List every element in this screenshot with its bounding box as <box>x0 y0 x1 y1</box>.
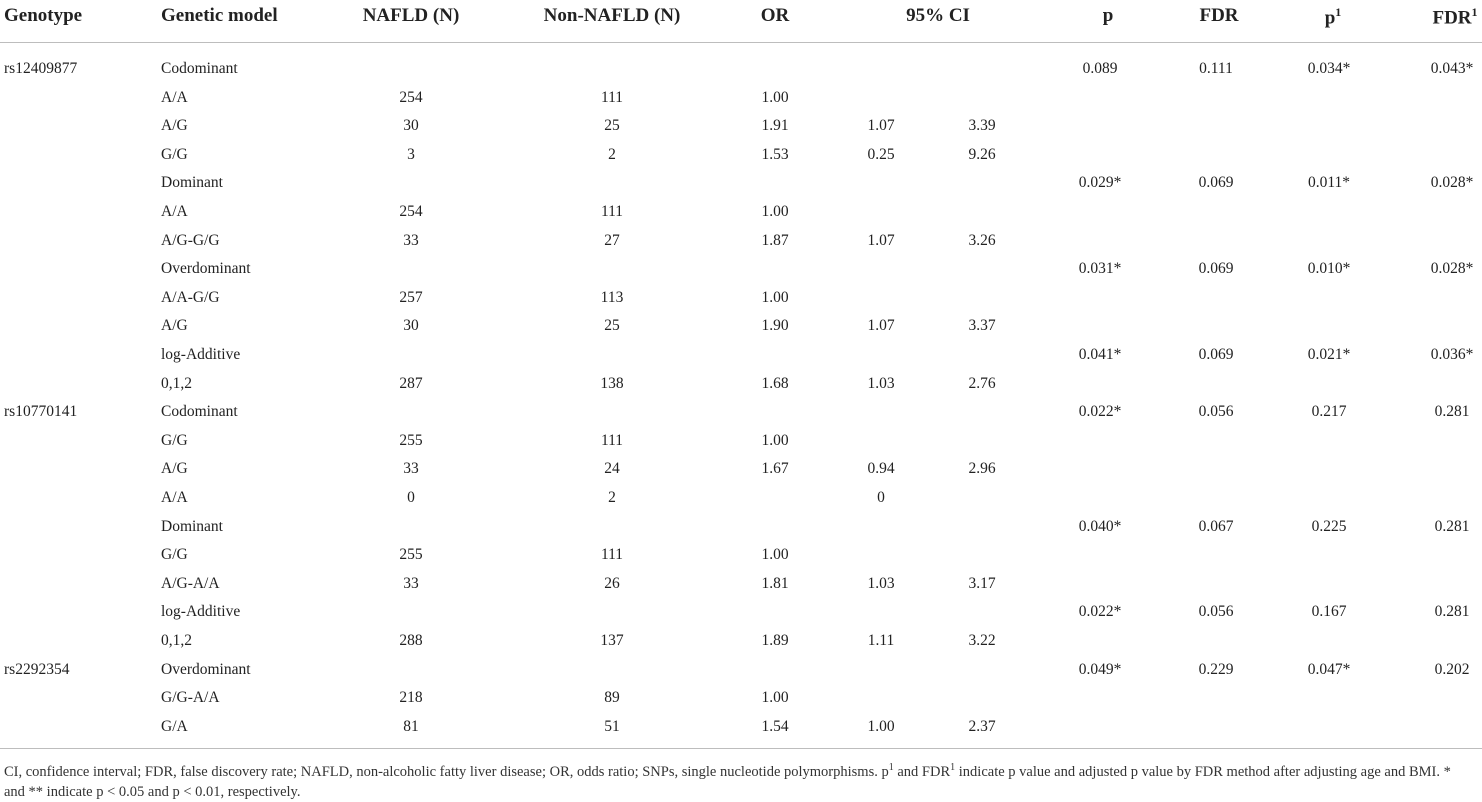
cell-ci-upper: 9.26 <box>968 145 996 163</box>
cell-p: 0.022* <box>1078 603 1122 621</box>
cell-nafld: 218 <box>399 689 423 707</box>
cell-non-nafld: 2 <box>608 145 616 163</box>
cell-genetic-model: Codominant <box>161 403 238 421</box>
cell-non-nafld: 2 <box>608 489 616 506</box>
cell-non-nafld: 89 <box>604 689 620 707</box>
cell-non-nafld: 25 <box>604 117 620 135</box>
cell-p1: 0.021* <box>1307 346 1351 363</box>
cell-fdr: 0.069 <box>1198 346 1234 363</box>
cell-genetic-model: 0,1,2 <box>161 374 192 392</box>
header-rule <box>0 42 1482 43</box>
header-p: p <box>1102 5 1114 26</box>
cell-ci-lower: 0.25 <box>867 145 895 163</box>
cell-nafld: 255 <box>399 546 423 564</box>
header-genotype: Genotype <box>4 5 83 26</box>
table-row <box>0 138 1482 167</box>
cell-or: 1.53 <box>761 145 789 163</box>
cell-or: 1.00 <box>761 203 789 220</box>
header-nafld: NAFLD (N) <box>362 5 460 26</box>
table-row <box>0 252 1482 281</box>
cell-non-nafld: 111 <box>600 88 624 106</box>
cell-nafld: 255 <box>399 431 423 449</box>
cell-genetic-model: log-Additive <box>161 603 241 621</box>
cell-ci-lower: 1.00 <box>867 717 895 735</box>
cell-nafld: 287 <box>399 374 423 392</box>
cell-genetic-model: A/A <box>161 489 188 506</box>
cell-or: 1.90 <box>761 317 789 335</box>
cell-genetic-model: Codominant <box>161 60 238 77</box>
cell-fdr: 0.067 <box>1198 517 1234 535</box>
cell-genetic-model: G/G <box>161 431 188 449</box>
cell-non-nafld: 137 <box>600 632 624 649</box>
cell-fdr1: 0.036* <box>1430 346 1474 363</box>
header-or: OR <box>760 5 790 26</box>
cell-genetic-model: G/G <box>161 546 188 564</box>
cell-non-nafld: 113 <box>600 288 624 306</box>
cell-genetic-model: A/A <box>161 203 188 220</box>
cell-non-nafld: 51 <box>604 717 620 735</box>
header-genetic-model: Genetic model <box>161 5 278 26</box>
cell-p1: 0.225 <box>1311 517 1347 535</box>
cell-or: 1.00 <box>761 431 789 449</box>
cell-ci-upper: 2.76 <box>968 374 996 392</box>
cell-p: 0.022* <box>1078 403 1122 421</box>
table-row <box>0 166 1482 195</box>
cell-ci-lower: 1.03 <box>867 574 895 592</box>
cell-ci-lower: 0.94 <box>867 460 895 478</box>
cell-nafld: 33 <box>403 574 419 592</box>
cell-or: 1.00 <box>761 288 789 306</box>
cell-ci-upper: 3.39 <box>968 117 996 135</box>
header-fdr1: FDR$^1$ <box>1432 5 1478 29</box>
cell-or: 1.87 <box>761 231 789 249</box>
cell-ci-lower: 1.03 <box>867 374 895 392</box>
cell-p: 0.040* <box>1078 517 1122 535</box>
cell-ci-upper: 3.26 <box>968 231 996 249</box>
cell-nafld: 288 <box>399 632 423 649</box>
cell-ci-lower: 0 <box>877 489 885 506</box>
header-p1: $p^1$ <box>1324 5 1342 29</box>
table-row <box>0 624 1482 653</box>
cell-ci-upper: 3.17 <box>968 574 996 592</box>
cell-non-nafld: 111 <box>600 546 624 564</box>
cell-genetic-model: A/G <box>161 460 188 478</box>
cell-genetic-model: A/G-G/G <box>161 231 220 249</box>
cell-fdr: 0.229 <box>1198 660 1234 678</box>
cell-genetic-model: A/A-G/G <box>161 288 220 306</box>
cell-fdr1: 0.281 <box>1434 603 1470 621</box>
cell-fdr: 0.056 <box>1198 603 1234 621</box>
cell-ci-lower: 1.07 <box>867 231 895 249</box>
cell-p1: 0.217 <box>1311 403 1347 421</box>
cell-genetic-model: Overdominant <box>161 260 251 278</box>
table-row <box>0 567 1482 596</box>
cell-p1: 0.011* <box>1307 174 1351 192</box>
cell-genetic-model: Overdominant <box>161 660 251 678</box>
cell-p1: 0.047* <box>1307 660 1351 678</box>
cell-or: 1.67 <box>761 460 789 478</box>
cell-ci-lower: 1.07 <box>867 117 895 135</box>
table-header-row <box>0 0 1482 44</box>
cell-p1: 0.010* <box>1307 260 1351 278</box>
cell-non-nafld: 111 <box>600 203 624 220</box>
cell-nafld: 33 <box>403 460 419 478</box>
cell-or: 1.81 <box>761 574 789 592</box>
cell-ci-upper: 2.96 <box>968 460 996 478</box>
cell-nafld: 30 <box>403 317 419 335</box>
cell-genetic-model: G/G-A/A <box>161 689 220 707</box>
footer-rule <box>0 748 1482 749</box>
cell-genetic-model: 0,1,2 <box>161 632 192 649</box>
cell-fdr: 0.056 <box>1198 403 1234 421</box>
cell-genetic-model: log-Additive <box>161 346 241 363</box>
cell-genetic-model: Dominant <box>161 174 223 192</box>
cell-or: 1.68 <box>761 374 789 392</box>
table-row <box>0 52 1482 81</box>
cell-non-nafld: 26 <box>604 574 620 592</box>
cell-genetic-model: A/G-A/A <box>161 574 220 592</box>
cell-fdr1: 0.028* <box>1430 174 1474 192</box>
cell-p: 0.041* <box>1078 346 1122 363</box>
cell-ci-lower: 1.11 <box>867 632 895 649</box>
cell-ci-lower: 1.07 <box>867 317 895 335</box>
table-row <box>0 538 1482 567</box>
cell-non-nafld: 27 <box>604 231 620 249</box>
cell-fdr: 0.069 <box>1198 174 1234 192</box>
cell-non-nafld: 138 <box>600 374 624 392</box>
cell-genetic-model: G/G <box>161 145 188 163</box>
cell-fdr: 0.111 <box>1199 60 1233 77</box>
table-row <box>0 338 1482 367</box>
cell-non-nafld: 24 <box>604 460 620 478</box>
cell-nafld: 33 <box>403 231 419 249</box>
cell-fdr1: 0.043* <box>1430 60 1474 77</box>
cell-ci-upper: 3.37 <box>968 317 996 335</box>
cell-genetic-model: A/A <box>161 88 188 106</box>
cell-p: 0.049* <box>1078 660 1122 678</box>
table-row <box>0 681 1482 710</box>
cell-or: 1.89 <box>761 632 789 649</box>
cell-fdr: 0.069 <box>1198 260 1234 278</box>
cell-nafld: 257 <box>399 288 423 306</box>
cell-fdr1: 0.281 <box>1434 517 1470 535</box>
cell-fdr1: 0.281 <box>1434 403 1470 421</box>
cell-fdr1: 0.202 <box>1434 660 1470 678</box>
table-row <box>0 81 1482 110</box>
cell-non-nafld: 111 <box>600 431 624 449</box>
cell-genetic-model: A/G <box>161 117 188 135</box>
table-row <box>0 309 1482 338</box>
cell-p1: 0.034* <box>1307 60 1351 77</box>
table-row <box>0 281 1482 310</box>
table-row <box>0 367 1482 396</box>
table-row <box>0 710 1482 739</box>
table-row <box>0 653 1482 682</box>
table-footnote: CI, confidence interval; FDR, false discovery rate; NAFLD, non-alcoholic fatty liver disease; OR, odds ratio; SNPs, single nucleotide polymorphisms. $p^1$ and FDR$^1$ indicate p value and adjusted p value by FDR method after adjusting age and BMI. * and ** indicate p < 0.05 and p < 0.01, respectively. <box>4 762 1451 800</box>
cell-or: 1.54 <box>761 717 789 735</box>
cell-ci-upper: 2.37 <box>968 717 996 735</box>
header-fdr: FDR <box>1199 5 1239 26</box>
header-non-nafld: Non-NAFLD (N) <box>543 5 681 26</box>
cell-nafld: 254 <box>399 88 423 106</box>
cell-fdr1: 0.028* <box>1430 260 1474 278</box>
cell-or: 1.00 <box>761 88 789 106</box>
table-row <box>0 481 1482 510</box>
header-95-ci: 95% CI <box>906 5 970 26</box>
cell-genetic-model: A/G <box>161 317 188 335</box>
cell-nafld: 81 <box>403 717 419 735</box>
table-row <box>0 195 1482 224</box>
cell-nafld: 3 <box>407 145 415 163</box>
cell-non-nafld: 25 <box>604 317 620 335</box>
table-row <box>0 109 1482 138</box>
table-row <box>0 452 1482 481</box>
table-row <box>0 224 1482 253</box>
table-row <box>0 595 1482 624</box>
cell-ci-upper: 3.22 <box>968 632 996 649</box>
cell-or: 1.00 <box>761 546 789 564</box>
cell-nafld: 254 <box>399 203 423 220</box>
cell-genotype: rs2292354 <box>4 660 70 678</box>
table-row <box>0 424 1482 453</box>
cell-genotype: rs12409877 <box>4 60 78 77</box>
cell-p1: 0.167 <box>1311 603 1347 621</box>
cell-or: 1.91 <box>761 117 789 135</box>
cell-p: 0.089 <box>1082 60 1118 77</box>
cell-nafld: 0 <box>407 489 415 506</box>
cell-genotype: rs10770141 <box>4 403 78 421</box>
cell-nafld: 30 <box>403 117 419 135</box>
cell-p: 0.031* <box>1078 260 1122 278</box>
table-row <box>0 395 1482 424</box>
cell-p: 0.029* <box>1078 174 1122 192</box>
table-row <box>0 510 1482 539</box>
cell-genetic-model: G/A <box>161 717 188 735</box>
cell-genetic-model: Dominant <box>161 517 223 535</box>
cell-or: 1.00 <box>761 689 789 707</box>
